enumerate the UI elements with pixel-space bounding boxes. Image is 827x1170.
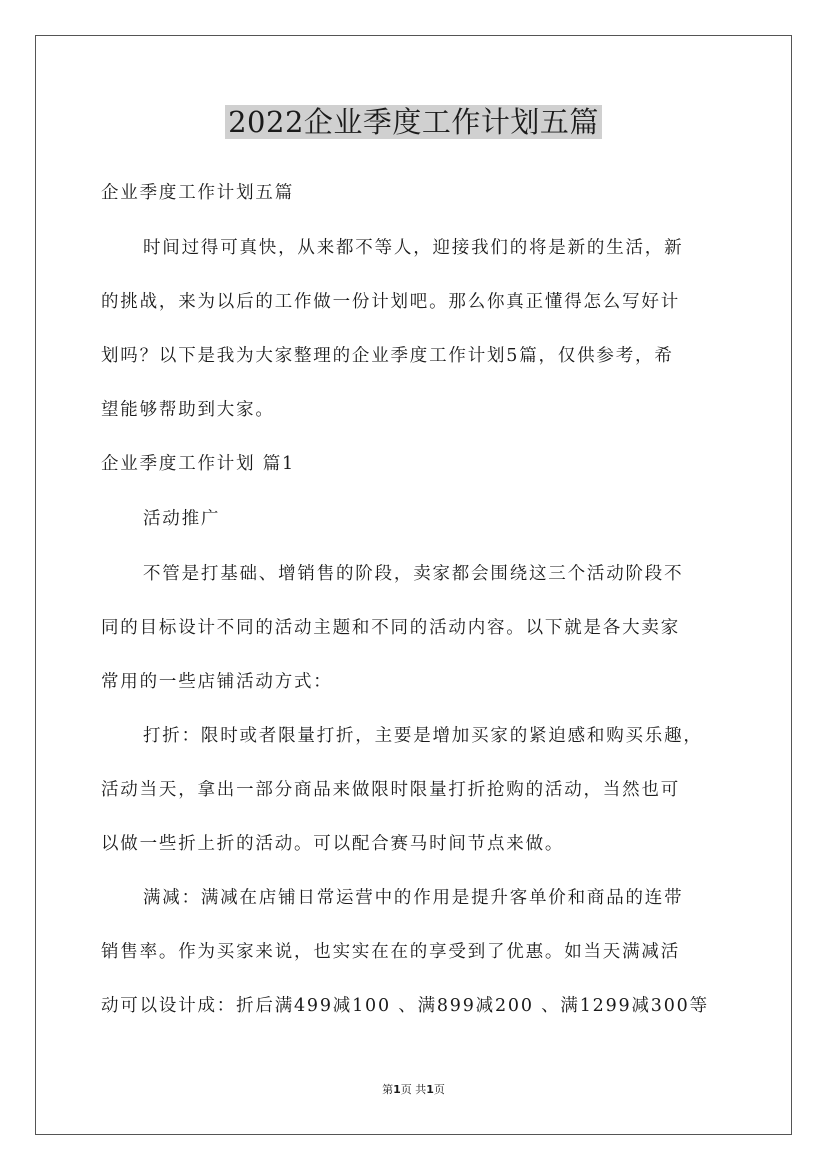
paragraph-line: 的挑战，来为以后的工作做一份计划吧。那么你真正懂得怎么写好计 bbox=[101, 292, 680, 312]
paragraph-line: 不管是打基础、增销售的阶段，卖家都会围绕这三个活动阶段不 bbox=[143, 564, 684, 584]
page-footer bbox=[0, 1082, 827, 1098]
paragraph-line: 销售率。作为买家来说，也实实在在的享受到了优惠。如当天满减活 bbox=[101, 942, 680, 962]
subsection-heading: 活动推广 bbox=[143, 509, 221, 529]
paragraph-line: 动可以设计成：折后满499减100 、满899减200 、满1299减300等 bbox=[101, 996, 709, 1016]
footer-page-mid: 页 共 bbox=[400, 1083, 427, 1096]
footer-page-suffix: 页 bbox=[433, 1083, 445, 1096]
footer-page-number: 1 bbox=[393, 1083, 401, 1096]
document-title bbox=[0, 98, 827, 146]
footer-total-pages: 1 bbox=[426, 1083, 434, 1096]
document-title-text: 2022企业季度工作计划五篇 bbox=[225, 105, 602, 139]
document-subtitle: 企业季度工作计划五篇 bbox=[101, 183, 294, 203]
paragraph-line: 活动当天，拿出一部分商品来做限时限量打折抢购的活动，当然也可 bbox=[101, 780, 680, 800]
paragraph-line: 常用的一些店铺活动方式： bbox=[101, 672, 333, 692]
paragraph-line: 划吗？以下是我为大家整理的企业季度工作计划5篇，仅供参考，希 bbox=[101, 346, 674, 366]
paragraph-line: 打折：限时或者限量打折，主要是增加买家的紧迫感和购买乐趣， bbox=[143, 726, 703, 746]
paragraph-line: 以做一些折上折的活动。可以配合赛马时间节点来做。 bbox=[101, 834, 565, 854]
paragraph-line: 时间过得可真快，从来都不等人，迎接我们的将是新的生活，新 bbox=[143, 238, 684, 258]
paragraph-line: 望能够帮助到大家。 bbox=[101, 400, 275, 420]
paragraph-line: 满减：满减在店铺日常运营中的作用是提升客单价和商品的连带 bbox=[143, 888, 684, 908]
paragraph-line: 同的目标设计不同的活动主题和不同的活动内容。以下就是各大卖家 bbox=[101, 618, 680, 638]
section-heading: 企业季度工作计划 篇1 bbox=[101, 454, 295, 474]
footer-page-prefix: 第 bbox=[382, 1083, 394, 1096]
